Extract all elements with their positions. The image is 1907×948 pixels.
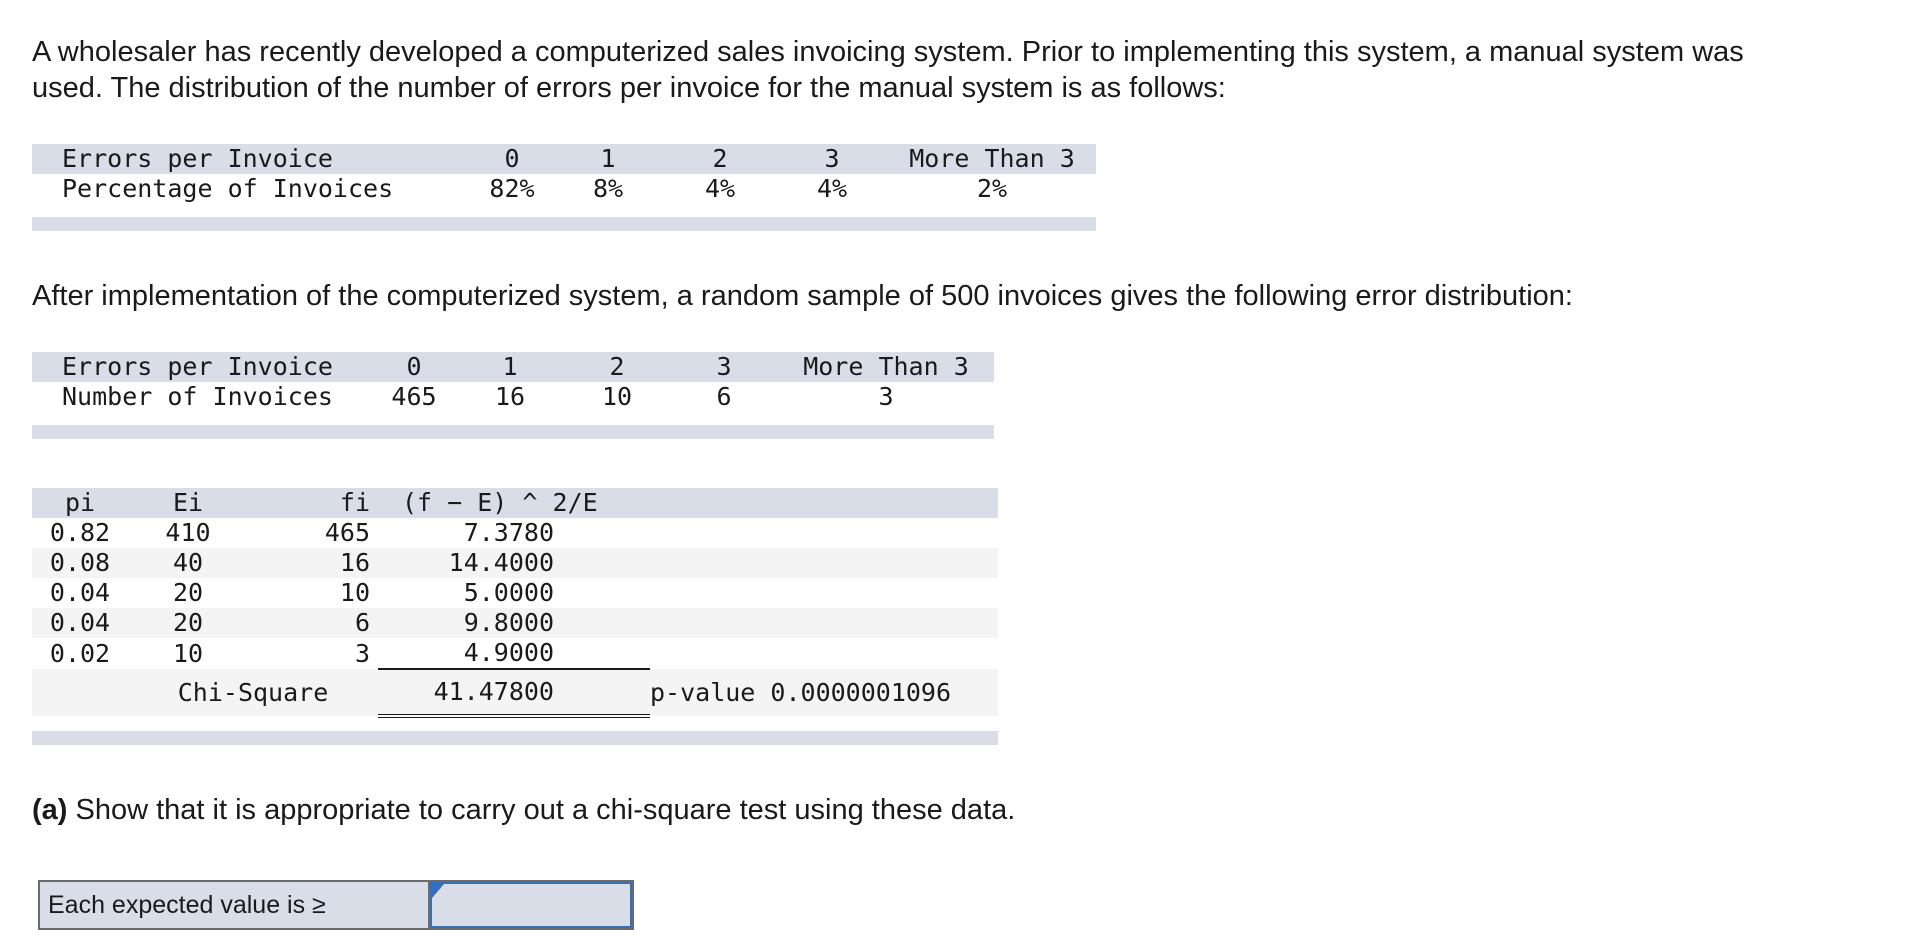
- manual-table-footer-bar: [32, 217, 1096, 231]
- manual-header-0: 0: [504, 144, 520, 173]
- computer-value-4: 3: [878, 382, 894, 411]
- manual-header-1: 1: [600, 144, 616, 173]
- computer-header-4: More Than 3: [803, 352, 969, 381]
- chi-header-contribution: (f − E) ^ 2/E: [402, 488, 598, 517]
- chi-cell-contribution: 7.3780: [463, 518, 554, 547]
- chi-cell-contribution: 9.8000: [463, 608, 554, 637]
- computer-value-3: 6: [716, 382, 732, 411]
- intro-line-2: used. The distribution of the number of errors per invoice for the manual system is as follows:: [32, 72, 1226, 104]
- chi-cell-fi: 10: [339, 578, 370, 607]
- chi-cell-pi: 0.82: [49, 518, 111, 547]
- intro-paragraph: [32, 34, 1892, 106]
- input-corner-marker: [432, 884, 444, 898]
- manual-header-2: 2: [712, 144, 728, 173]
- computer-value-0: 465: [391, 382, 437, 411]
- chi-cell-ei: 40: [172, 548, 204, 577]
- question-text: Show that it is appropriate to carry out a chi-square test using these data.: [67, 794, 1016, 826]
- chi-row: [32, 638, 998, 669]
- chi-cell-fi: 16: [339, 548, 370, 577]
- chi-cell-fi: 6: [354, 608, 370, 637]
- computer-value-1: 16: [494, 382, 526, 411]
- question-part-label: (a): [32, 794, 68, 826]
- chi-header-fi: fi: [339, 488, 370, 517]
- intro-line-1: A wholesaler has recently developed a computerized sales invoicing system. Prior to implementing this system, a manual system was: [32, 36, 1744, 68]
- chi-cell-ei: 410: [165, 518, 211, 547]
- computer-row1-label: Errors per Invoice: [62, 352, 333, 381]
- chi-row: [32, 608, 998, 638]
- chi-cell-pi: 0.02: [49, 638, 111, 668]
- manual-header-3: 3: [824, 144, 840, 173]
- chi-row: [32, 548, 998, 578]
- computer-header-0: 0: [406, 352, 422, 381]
- chi-cell-ei: 20: [172, 578, 204, 607]
- chi-header-row: [32, 488, 998, 518]
- p-value: p-value 0.0000001096: [650, 677, 952, 707]
- chi-row: [32, 578, 998, 608]
- chi-header-ei: Ei: [172, 488, 204, 517]
- chi-square-table: [32, 488, 998, 718]
- answer-row: [38, 880, 634, 930]
- chi-square-value: 41.47800: [378, 669, 576, 716]
- manual-value-4: 2%: [976, 174, 1008, 203]
- chi-square-label: Chi-Square: [177, 677, 329, 707]
- computer-value-2: 10: [601, 382, 633, 411]
- manual-distribution-table: [32, 144, 1096, 204]
- chi-table-footer-bar: [32, 731, 998, 745]
- manual-header-4: More Than 3: [909, 144, 1075, 173]
- manual-value-1: 8%: [592, 174, 624, 203]
- computer-table-footer-bar: [32, 425, 994, 439]
- question-line: [32, 792, 1892, 828]
- chi-row: [32, 518, 998, 548]
- chi-cell-pi: 0.04: [49, 578, 111, 607]
- computer-value-row: [32, 382, 994, 412]
- manual-value-0: 82%: [489, 174, 535, 203]
- chi-cell-contribution: 14.4000: [448, 548, 554, 577]
- manual-value-3: 4%: [816, 174, 848, 203]
- chi-cell-pi: 0.04: [49, 608, 111, 637]
- chi-total-row: [32, 669, 998, 716]
- chi-cell-fi: 3: [354, 638, 370, 668]
- chi-cell-fi: 465: [324, 518, 370, 547]
- manual-row2-label: Percentage of Invoices: [62, 174, 394, 203]
- computer-header-3: 3: [716, 352, 732, 381]
- computer-header-row: [32, 352, 994, 382]
- chi-cell-contribution: 5.0000: [463, 578, 554, 607]
- manual-value-row: [32, 174, 1096, 204]
- manual-value-2: 4%: [704, 174, 736, 203]
- chi-cell-ei: 10: [172, 638, 204, 668]
- computer-distribution-table: [32, 352, 994, 412]
- computer-header-2: 2: [609, 352, 625, 381]
- computer-header-1: 1: [502, 352, 518, 381]
- answer-label: Each expected value is ≥: [40, 882, 430, 928]
- chi-header-pi: pi: [64, 488, 96, 517]
- expected-value-input[interactable]: [430, 882, 632, 928]
- chi-cell-ei: 20: [172, 608, 204, 637]
- chi-cell-contribution: 4.9000: [378, 638, 576, 669]
- manual-header-row: [32, 144, 1096, 174]
- after-paragraph: After implementation of the computerized system, a random sample of 500 invoices gives the following error distribution:: [32, 280, 1573, 312]
- computer-row2-label: Number of Invoices: [62, 382, 333, 411]
- chi-cell-pi: 0.08: [49, 548, 111, 577]
- manual-row1-label: Errors per Invoice: [62, 144, 333, 173]
